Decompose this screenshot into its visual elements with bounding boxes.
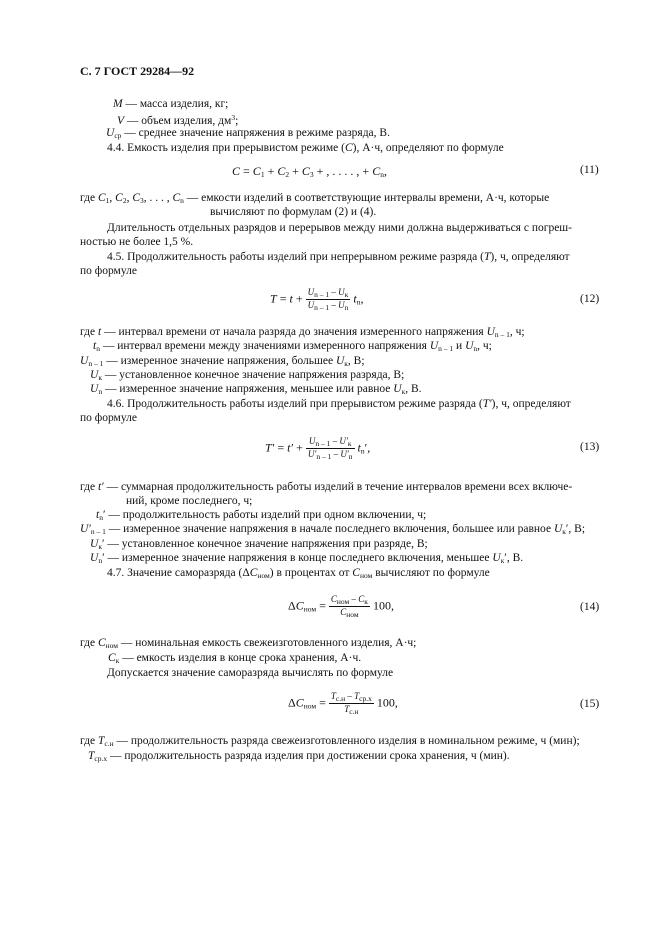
def-tnp: $t_n'$ — продолжительность работы изделий при одном включении, ч; [96,509,427,522]
eq-number-15: (15) [580,698,600,710]
section-4-4: 4.4. Емкость изделия при прерывистом режиме (C), А·ч, определяют по формуле [107,142,504,154]
def-tp: где t′ — суммарная продолжительность работы изделий в течение интервалов времени всех включе- [80,481,573,493]
formula-15: $\Delta C_{ном}$ = $\frac{T_{с.н} - T_{ср.х}}{T_{с.н}}$ 100, [288,691,398,716]
def-tp-cont: ний, кроме последнего, ч; [126,495,253,507]
def-un: $U_n$ — измеренное значение напряжения, меньшее или равное $U_к$, В. [90,383,422,396]
def-ck: $C_к$ — емкость изделия в конце срока хранения, А·ч. [108,652,362,665]
def-uk: $U_к$ — установленное конечное значение напряжения разряда, В; [90,369,405,382]
def-cnom: где $C_{ном}$ — номинальная емкость свежеизготовленного изделия, А·ч; [80,637,417,650]
def-ucp: $U_{ср}$ — среднее значение напряжения в режиме разряда, В. [106,127,390,140]
section-4-5: 4.5. Продолжительность работы изделий при непрерывном режиме разряда (T), ч, определяют [107,251,570,263]
eq-number-13: (13) [580,441,600,453]
section-4-7: 4.7. Значение саморазряда $(\Delta C_{ном})$ в процентах от $C_{ном}$ вычисляют по формуле [107,567,490,580]
section-4-6: 4.6. Продолжительность работы изделий при прерывистом режиме разряда (T′), ч, определяют [107,398,571,410]
formula-14: $\Delta C_{ном}$ = $\frac{C_{ном} - C_к}{C_{ном}}$ 100, [288,594,394,619]
eq-number-12: (12) [580,293,600,305]
def-tsrx: $T_{ср.х}$ — продолжительность разряда изделия при достижении срока хранения, ч (мин). [88,750,510,763]
eq-number-11: (11) [580,164,599,176]
def-t: где t — интервал времени от начала разряда до значения измеренного напряжения $U_{n - 1}$, ч; [80,326,525,339]
section-4-5-cont: по формуле [80,265,137,277]
def-un1: $U_{n - 1}$ — измеренное значение напряжения, большее $U_к$, В; [80,355,365,368]
formula-12: T = t + $\frac{U_{n - 1} - U_к}{U_{n - 1} - U_n}$ $t_n$, [270,287,364,312]
formula-11: $C = C_1 + C_2 + C_3$ + , . . . . , + $C_n$, [232,164,387,179]
eq-number-14: (14) [580,601,600,613]
where-c: где $C_1$, $C_2$, $C_3$, . . . , $C_n$ — емкости изделий в соответствующие интервалы времени, А·ч, которые [80,192,550,205]
section-4-6-cont: по формуле [80,412,137,424]
def-unp: $U_n'$ — измеренное значение напряжения в конце последнего включения, меньшее $U_к'$, В. [90,552,524,565]
def-v: V — объем изделия, $дм^3$; [117,113,239,127]
def-tsn: где $T_{с.н}$ — продолжительность разряда свежеизготовленного изделия в номинальном режиме, ч (мин); [80,735,580,748]
def-tn: $t_n$ — интервал времени между значениями измеренного напряжения $U_{n - 1}$ и $U_n$, ч; [93,340,492,353]
def-m: M — масса изделия, кг; [113,98,229,110]
durability-2: ностью не более 1,5 %. [80,236,194,248]
where-c-cont: вычисляют по формулам (2) и (4). [210,206,377,218]
formula-13: T′ = t′ + $\frac{U_{n - 1} - U'_к}{U'_{n - 1} - U'_n}$ $t_n'$, [265,436,371,461]
allow-text: Допускается значение саморазряда вычислять по формуле [107,667,394,679]
page-header: С. 7 ГОСТ 29284—92 [80,64,195,78]
def-ukp: $U_к'$ — установленное конечное значение напряжения при разряде, В; [90,538,428,551]
def-unp1: $U'_{n - 1}$ — измеренное значение напряжения в начале последнего включения, большее или равное $U_к'$, В; [80,523,586,536]
durability-1: Длительность отдельных разрядов и перерывов между ними должна выдерживаться с погреш- [107,222,572,234]
